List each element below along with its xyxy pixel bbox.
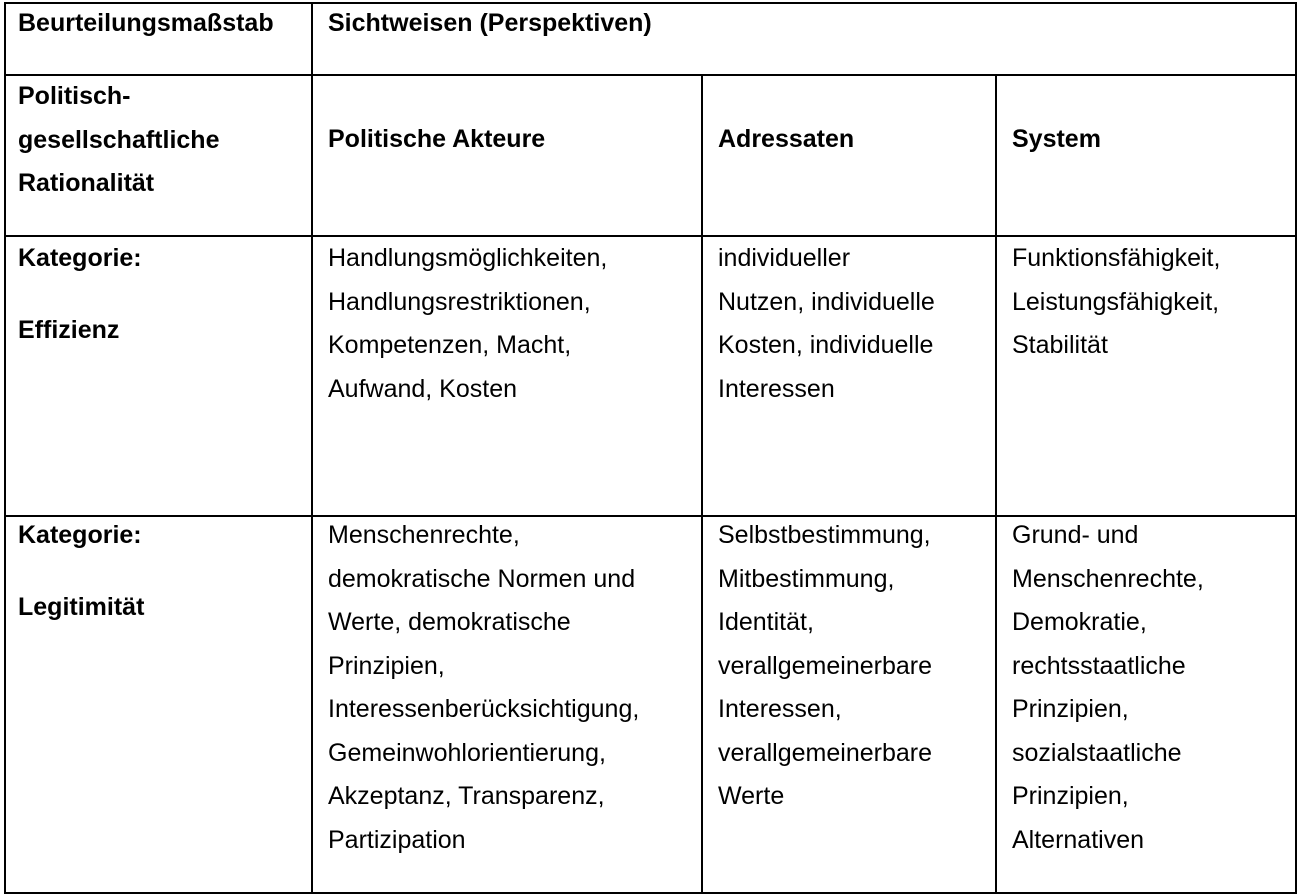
cell-line: Akzeptanz, Transparenz, — [328, 782, 605, 810]
cell-line: Funktionsfähigkeit, — [1012, 244, 1221, 272]
cell-line: Menschenrechte, — [328, 521, 520, 549]
row-legitimitaet-addressees — [718, 514, 932, 819]
cell-line: Identität, — [718, 608, 814, 636]
row-effizienz-system — [1012, 237, 1220, 368]
row-legitimitaet-actors — [328, 514, 639, 862]
cell-line: verallgemeinerbare — [718, 651, 933, 680]
header-criterion: Beurteilungsmaßstab — [18, 9, 274, 37]
table-border-right — [1295, 2, 1297, 894]
subheader-rationality-line: Politisch- — [18, 82, 131, 110]
cell-line: Prinzipien, — [1012, 695, 1129, 723]
cell-line: Prinzipien, — [1012, 782, 1129, 810]
cell-line: Selbstbestimmung, — [718, 521, 931, 549]
cell-line: Prinzipien, — [328, 651, 445, 680]
cell-line: Grund- und — [1012, 521, 1139, 549]
row-effizienz-addressees — [718, 237, 935, 411]
category-label: Kategorie: — [18, 521, 142, 549]
table-border-left — [4, 2, 6, 894]
cell-line: Handlungsmöglichkeiten, — [328, 244, 608, 272]
subheader-rationality-line: Rationalität — [18, 169, 155, 197]
cell-line: Interessen — [718, 374, 835, 403]
cell-line: sozialstaatliche — [1012, 738, 1182, 767]
subheader-actors: Politische Akteure — [328, 125, 546, 153]
table-border-bottom — [4, 892, 1297, 894]
category-name: Legitimität — [18, 592, 145, 621]
cell-line: Werte, demokratische — [328, 608, 571, 636]
column-divider-1 — [311, 2, 313, 894]
row-legitimitaet-system — [1012, 514, 1204, 862]
cell-line: verallgemeinerbare — [718, 738, 933, 767]
header-perspectives: Sichtweisen (Perspektiven) — [328, 9, 652, 37]
cell-line: Interessen, — [718, 695, 842, 723]
cell-line: Alternativen — [1012, 825, 1145, 854]
cell-line: Kosten, individuelle — [718, 331, 934, 359]
cell-line: Werte — [718, 782, 785, 810]
row-legitimitaet-category — [18, 514, 144, 629]
subheader-rationality-line: gesellschaftliche — [18, 125, 220, 154]
subheader-addressees: Adressaten — [718, 125, 855, 153]
cell-line: Kompetenzen, Macht, — [328, 331, 572, 359]
cell-line: Aufwand, Kosten — [328, 374, 518, 403]
cell-line: Gemeinwohlorientierung, — [328, 738, 606, 767]
cell-line: demokratische Normen und — [328, 564, 636, 593]
column-divider-2 — [701, 74, 703, 894]
cell-line: Nutzen, individuelle — [718, 287, 935, 316]
cell-line: rechtsstaatliche — [1012, 651, 1186, 680]
column-divider-3 — [995, 74, 997, 894]
cell-line: individueller — [718, 244, 851, 272]
cell-line: Interessenberücksichtigung, — [328, 695, 640, 723]
subheader-rationality — [18, 75, 219, 206]
category-name: Effizienz — [18, 315, 120, 344]
subheader-system: System — [1012, 125, 1101, 153]
cell-line: Handlungsrestriktionen, — [328, 287, 591, 316]
category-label: Kategorie: — [18, 244, 142, 272]
cell-line: Partizipation — [328, 825, 466, 854]
row-effizienz-category — [18, 237, 142, 352]
cell-line: Stabilität — [1012, 331, 1108, 359]
row-effizienz-actors — [328, 237, 607, 411]
cell-line: Mitbestimmung, — [718, 564, 895, 593]
cell-line: Demokratie, — [1012, 608, 1147, 636]
cell-line: Leistungsfähigkeit, — [1012, 287, 1220, 316]
cell-line: Menschenrechte, — [1012, 564, 1204, 593]
